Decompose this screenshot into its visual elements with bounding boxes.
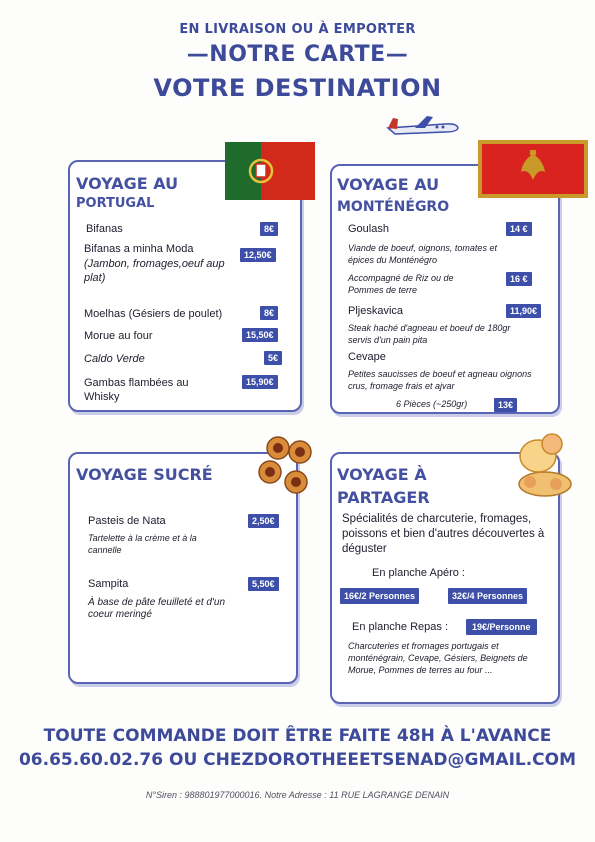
- menu-item: Moelhas (Gésiers de poulet): [84, 308, 223, 320]
- montenegro-title: VOYAGE AU: [337, 175, 440, 194]
- menu-item: Bifanas a minha Moda: [84, 243, 194, 255]
- item-note: (Jambon, fromages,oeuf aup plat): [84, 258, 225, 284]
- pastry-icon: [252, 434, 326, 498]
- price-badge: 11,90€: [506, 304, 541, 318]
- order-notice: TOUTE COMMANDE DOIT ÊTRE FAITE 48H À L'AVANCE: [43, 726, 552, 746]
- menu-item: Goulash: [348, 223, 389, 235]
- partager-title: VOYAGE À: [337, 465, 427, 484]
- price-badge: 12,50€: [240, 248, 276, 262]
- menu-item: Cevape: [348, 351, 386, 363]
- menu-item: Bifanas: [86, 223, 123, 235]
- item-description: Petites saucisses de boeuf et agneau oignons crus, fromage frais et ajvar: [348, 369, 532, 391]
- menu-item: Sampita: [88, 578, 129, 590]
- contact-line: 06.65.60.02.76 OU CHEZDOROTHEEETSENAD@GMAIL.COM: [18, 750, 577, 770]
- portugal-subtitle: PORTUGAL: [76, 196, 155, 211]
- menu-item: Pljeskavica: [348, 305, 404, 317]
- montenegro-subtitle: MONTÉNÉGRO: [337, 199, 450, 215]
- menu-item: Morue au four: [84, 330, 153, 342]
- item-description: Tartelette à la crème et à la cannelle: [88, 533, 197, 555]
- partager-intro: Spécialités de charcuterie, fromages, poissons et bien d'autres découvertes à déguster: [342, 513, 545, 555]
- price-badge: 15,50€: [242, 328, 278, 342]
- item-description: Accompagné de Riz ou de Pommes de terre: [348, 273, 454, 295]
- repas-description: Charcuteries et fromages portugais et monténégrain, Cevape, Gésiers, Beignets de Morue, Pommes de terres au four ...: [348, 641, 528, 675]
- montenegro-flag-icon: [478, 140, 588, 198]
- sucre-title: VOYAGE SUCRÉ: [76, 465, 213, 484]
- menu-item: Gambas flambées au Whisky: [84, 377, 189, 403]
- delivery-tagline: EN LIVRAISON OU À EMPORTER: [179, 22, 416, 37]
- menu-subtitle: VOTRE DESTINATION: [153, 74, 442, 102]
- price-badge: 8€: [260, 306, 278, 320]
- item-portion: 6 Pièces (~250gr): [396, 399, 468, 409]
- price-badge: 16€/2 Personnes: [340, 588, 419, 604]
- airplane-icon: [385, 110, 460, 140]
- menu-item: Pasteis de Nata: [88, 515, 166, 527]
- menu-item: Caldo Verde: [84, 353, 145, 365]
- portugal-title: VOYAGE AU: [76, 174, 179, 193]
- siren-address: N°Siren : 988801977000016. Notre Adresse : 11 RUE LAGRANGE DENAIN: [145, 790, 450, 800]
- repas-label: En planche Repas :: [352, 621, 449, 633]
- price-badge: 15,90€: [242, 375, 278, 389]
- price-badge: 14 €: [506, 222, 532, 236]
- item-description: Steak haché d'agneau et boeuf de 180gr servis d'un pain pita: [348, 323, 511, 345]
- price-badge: 5,50€: [248, 577, 279, 591]
- price-badge: 2,50€: [248, 514, 279, 528]
- platter-icon: [516, 426, 574, 498]
- item-description: Viande de boeuf, oignons, tomates et épices du Monténégro: [348, 243, 497, 265]
- price-badge: 16 €: [506, 272, 532, 286]
- price-badge: 13€: [494, 398, 517, 412]
- price-badge: 8€: [260, 222, 278, 236]
- partager-subtitle: PARTAGER: [337, 488, 430, 507]
- portugal-flag-icon: [225, 142, 315, 200]
- menu-title: —NOTRE CARTE—: [186, 42, 409, 67]
- item-description: À base de pâte feuilleté et d'un coeur meringé: [88, 597, 226, 620]
- price-badge: 32€/4 Personnes: [448, 588, 527, 604]
- apero-label: En planche Apéro :: [372, 567, 465, 579]
- price-badge: 19€/Personne: [466, 619, 537, 635]
- price-badge: 5€: [264, 351, 282, 365]
